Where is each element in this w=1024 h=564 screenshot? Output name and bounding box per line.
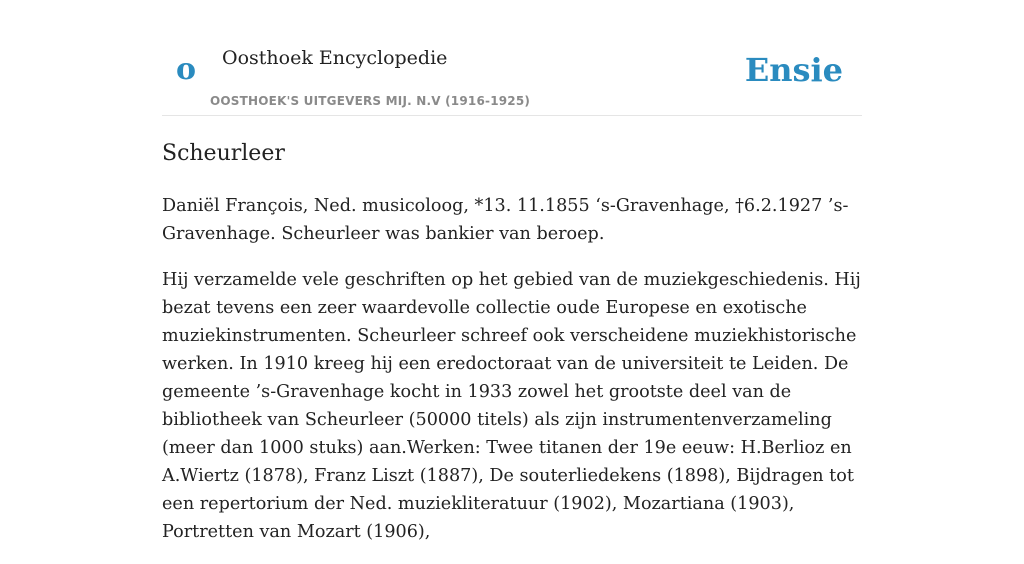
site-logo[interactable]: o: [176, 52, 197, 87]
publisher-subtitle: OOSTHOEK'S UITGEVERS MIJ. N.V (1916-1925): [210, 94, 531, 108]
article-title: Scheurleer: [162, 141, 285, 166]
header-divider: [162, 115, 862, 116]
site-title[interactable]: Oosthoek Encyclopedie: [222, 47, 448, 69]
article-paragraph-2: Hij verzamelde vele geschriften op het gebied van de muziekgeschiedenis. Hij bezat tevens een zeer waardevolle collectie oude Europese en exotische muziekinstrumenten. Scheurleer schreef ook verscheidene muziekhistorische werken. In 1910 kreeg hij een eredoctoraat van de universiteit te Leiden. De gemeente ’s-Gravenhage kocht in 1933 zowel het grootste deel van de bibliotheek van Scheurleer (50000 titels) als zijn instrumentenverzameling (meer dan 1000 stuks) aan.Werken: Twee titanen der 19e eeuw: H.Berlioz en A.Wiertz (1878), Franz Liszt (1887), De souterliedekens (1898), Bijdragen tot een repertorium der Ned. muziekliteratuur (1902), Mozartiana (1903), Portretten van Mozart (1906),: [162, 270, 861, 542]
article-paragraph-1: Daniël François, Ned. musicoloog, *13. 11.1855 ‘s-Gravenhage, †6.2.1927 ’s-Gravenhage. Scheurleer was bankier van beroep.: [162, 196, 849, 244]
ensie-logo[interactable]: Ensie: [744, 51, 843, 89]
article: [162, 138, 862, 564]
